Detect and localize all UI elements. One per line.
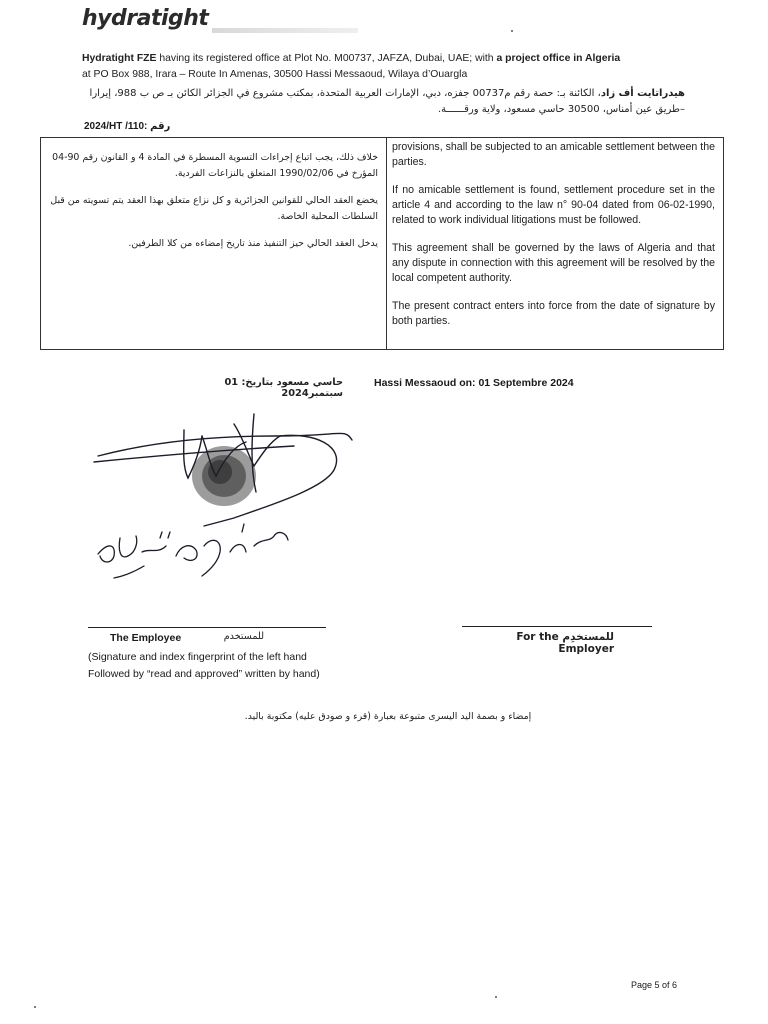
clause-ar-governing-law: يخضع العقد الحالي للقوانين الجزائرية و كل نزاع متعلق بهذا العقد يتم تسويته من قبل السلطات المحلية الخاصة. bbox=[50, 195, 378, 222]
clause-en-governing-law: This agreement shall be governed by the laws of Algeria and that any dispute in connection with this agreement will be resolved by the local competent authority. bbox=[392, 242, 715, 284]
scan-speck bbox=[495, 996, 497, 998]
employee-signature-line bbox=[88, 627, 326, 628]
company-logo bbox=[82, 6, 278, 34]
employee-signature-image bbox=[84, 406, 374, 586]
clauses-arabic-column bbox=[41, 150, 378, 263]
scan-speck bbox=[34, 1006, 36, 1008]
clause-ar-entry-into-force: يدخل العقد الحالي حيز التنفيذ منذ تاريخ إمضاءه من كلا الطرفين. bbox=[128, 238, 378, 249]
scan-speck bbox=[511, 30, 513, 32]
company-name: Hydratight FZE bbox=[82, 53, 157, 64]
date-arabic: حاسي مسعود بتاريخ: 01 سبتمبر2024 bbox=[224, 377, 343, 399]
handwritten-read-approved bbox=[98, 524, 288, 578]
reference-number: 2024/HT /110: رقم bbox=[84, 121, 171, 132]
employer-signature-line bbox=[462, 626, 652, 627]
fingerprint-mark bbox=[192, 446, 256, 506]
registration-line2: at PO Box 988, Irara – Route In Amenas, 30500 Hassi Messaoud, Wilaya d’Ouargla bbox=[82, 69, 468, 80]
logo-text: hydratight bbox=[82, 6, 209, 31]
registration-ar-line1: ، الكائنة بـ: حصة رقم م00737 جفزه، دبي، الإمارات العربية المتحدة، بمكتب مشروع في الجزائر الكائن بـ ص ب 988، إيرارا bbox=[89, 88, 601, 99]
employee-label: The Employee bbox=[110, 632, 182, 644]
date-english: Hassi Messaoud on: 01 Septembre 2024 bbox=[374, 377, 574, 389]
registration-en bbox=[82, 51, 682, 83]
employee-label-ar: للمستخدم bbox=[223, 631, 264, 642]
clause-en-entry-into-force: The present contract enters into force from the date of signature by both parties. bbox=[392, 300, 715, 327]
signature-note-line1: (Signature and index fingerprint of the left hand bbox=[88, 651, 307, 663]
registration-ar bbox=[82, 86, 685, 118]
clauses-table bbox=[40, 137, 724, 350]
logo-underline-bar bbox=[212, 28, 358, 33]
page-number: Page 5 of 6 bbox=[631, 980, 678, 990]
employer-label: للمستخدِم For the Employer bbox=[516, 631, 614, 655]
clause-en-amicable: provisions, shall be subjected to an amicable settlement between the parties. bbox=[392, 141, 715, 168]
signature-note-line2: Followed by “read and approved” written by hand) bbox=[88, 668, 320, 680]
project-office-text: a project office in Algeria bbox=[496, 53, 621, 64]
registration-part1: having its registered office at Plot No. M00737, JAFZA, Dubai, UAE; with bbox=[156, 53, 497, 64]
clauses-english-column bbox=[392, 140, 715, 342]
signature-instruction-ar: إمضاء و بصمة اليد اليسرى متبوعة بعبارة (قرء و صودق عليه) مكتوبة باليد. bbox=[244, 711, 532, 722]
registration-ar-line2: –طريق عين أمناس، 30500 حاسي مسعود، ولاية ورقــــــة. bbox=[437, 104, 685, 115]
table-divider bbox=[386, 138, 387, 349]
clause-ar-settlement: خلاف ذلك، يجب اتباع إجراءات التسوية المسطرة في المادة 4 و القانون رقم 90-04 المؤرخ في 1990/02/06 المتعلق بالنزاعات الفردية. bbox=[52, 152, 378, 179]
registration-ar-bold: هيدراتايت أف زاد bbox=[600, 88, 685, 99]
clause-en-settlement: If no amicable settlement is found, settlement procedure set in the article 4 and according to the law n° 90-04 dated from 06-02-1990, related to work individual litigations must be followed. bbox=[392, 184, 715, 226]
